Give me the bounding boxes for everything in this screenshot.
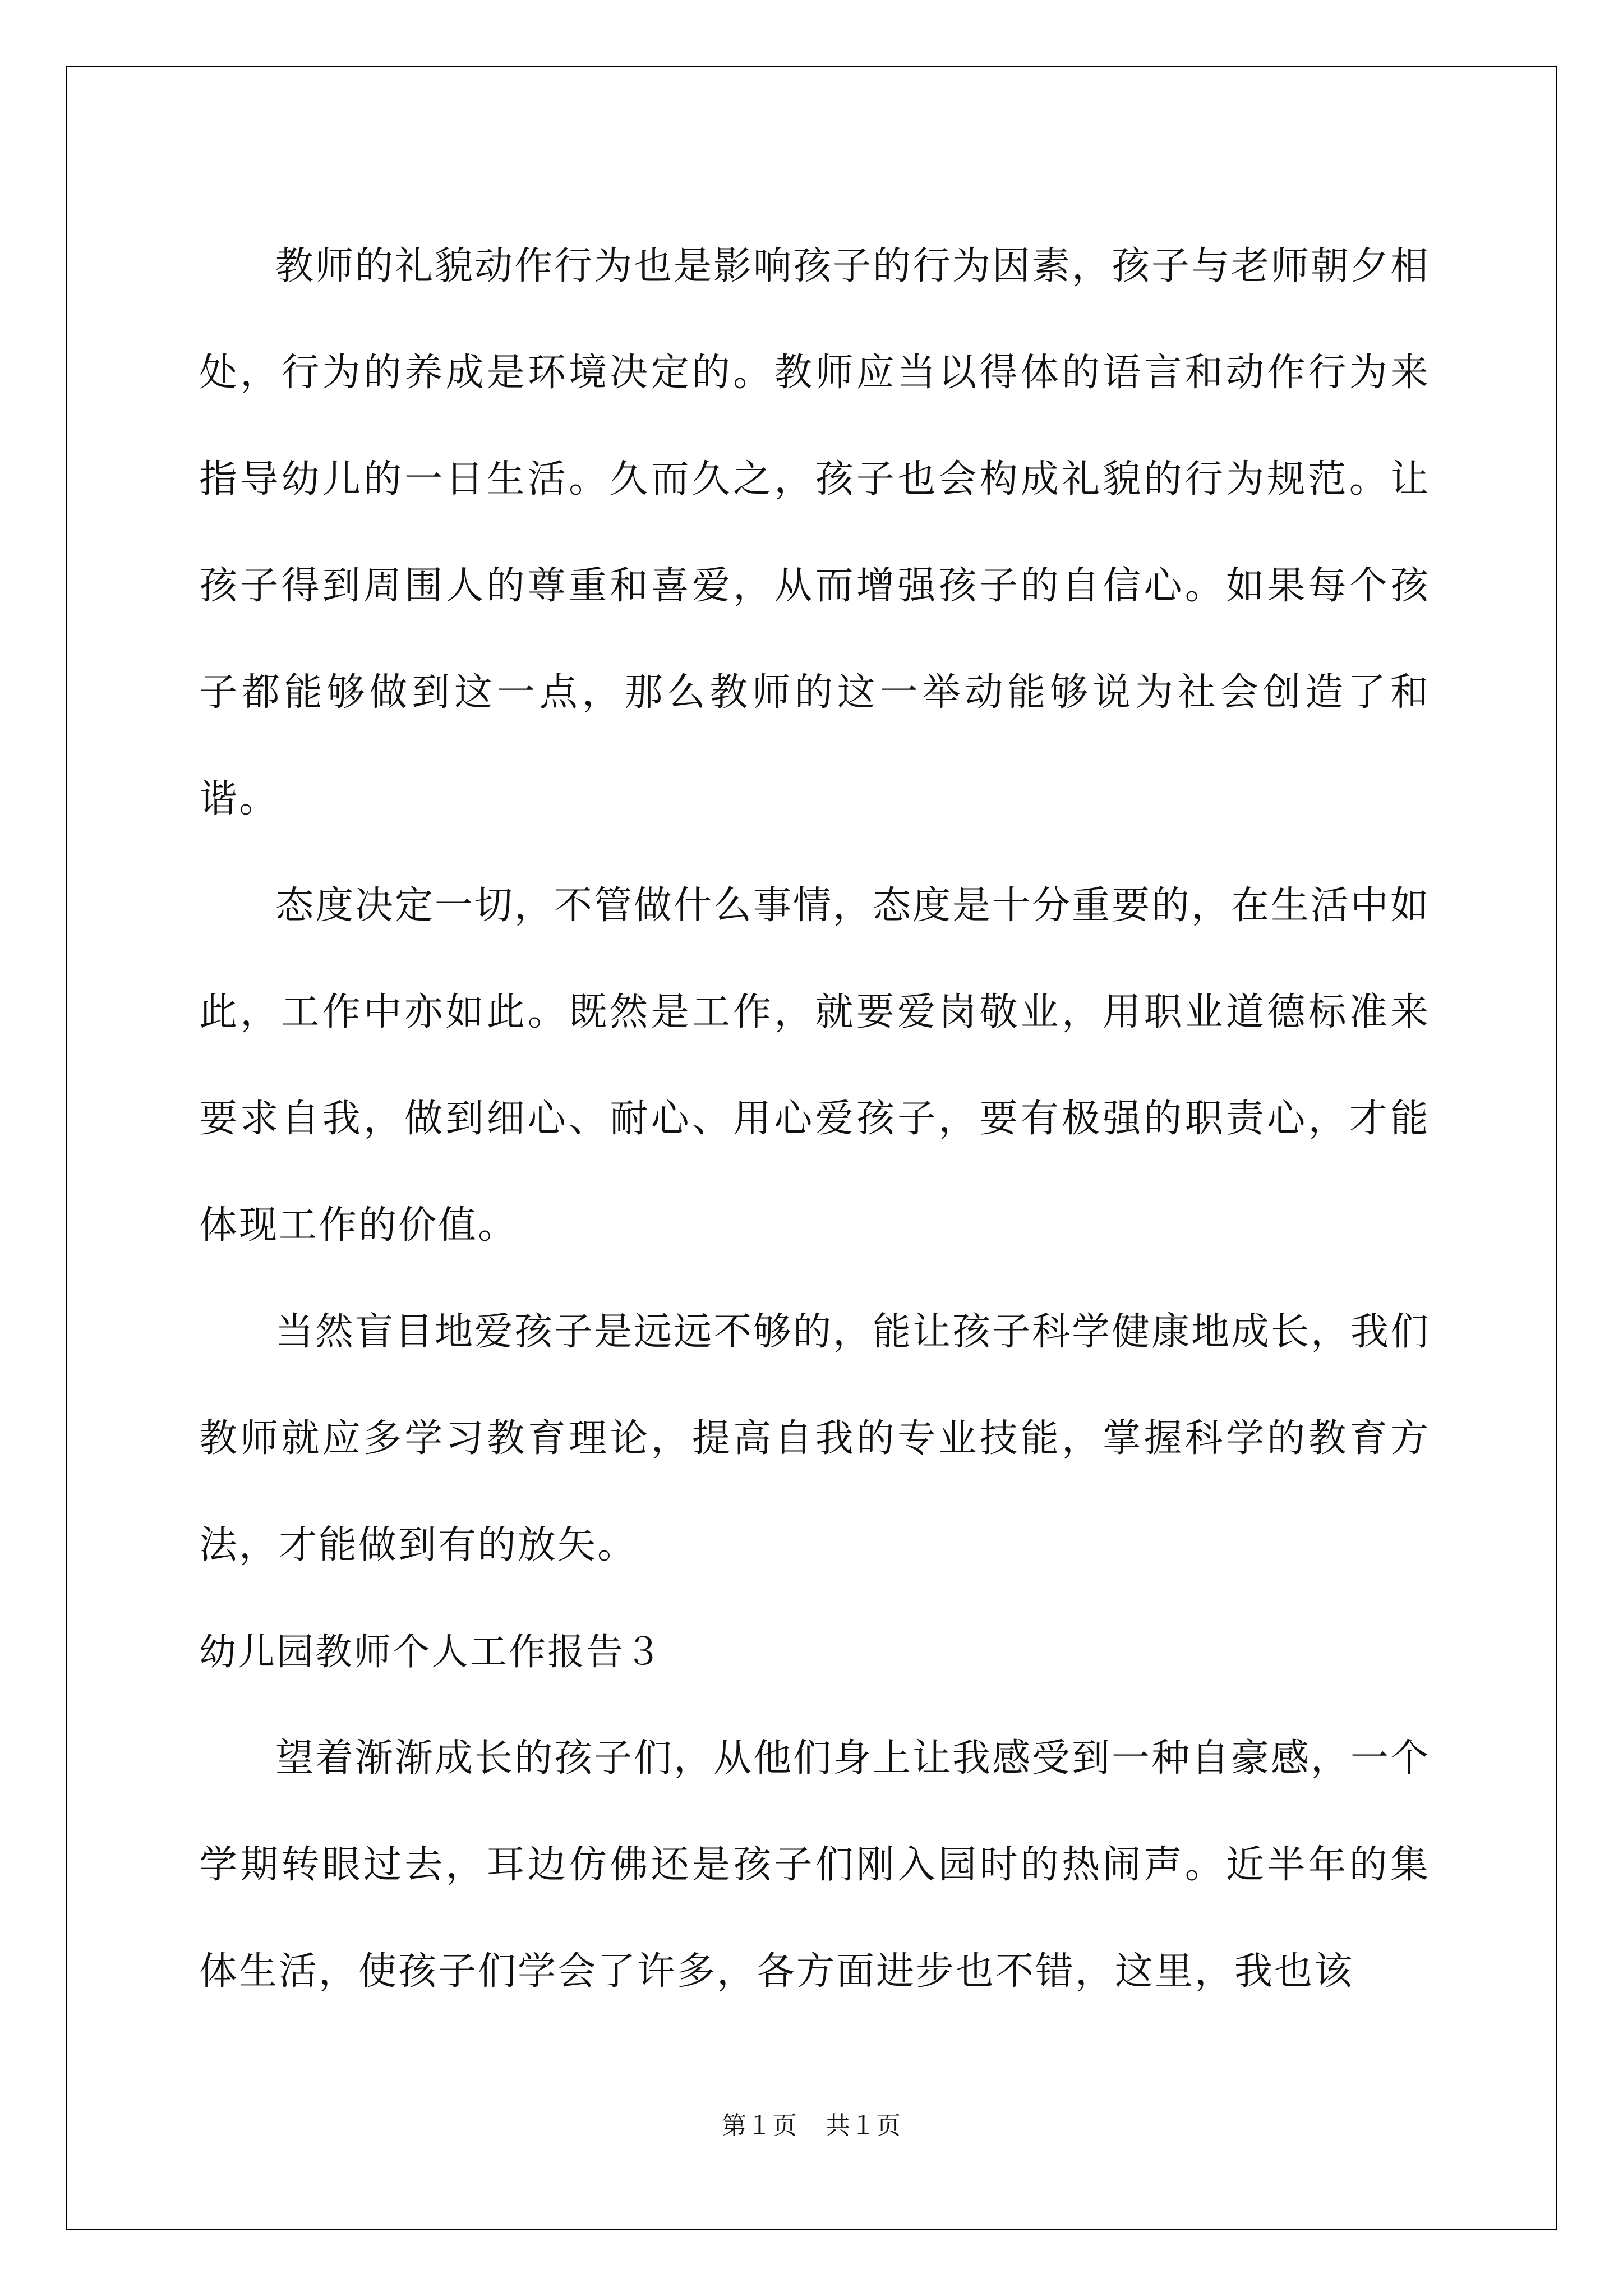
page-number: 第１页 [722, 2111, 797, 2140]
document-body [199, 213, 1430, 2025]
paragraph-4: 望着渐渐成长的孩子们，从他们身上让我感受到一种自豪感，一个学期转眼过去，耳边仿佛还是孩子们刚入园时的热闹声。近半年的集体生活，使孩子们学会了许多，各方面进步也不错，这里，我也该 [199, 1736, 1431, 1994]
section-heading: 幼儿园教师个人工作报告３ [199, 1630, 663, 1673]
page-total: 共１页 [826, 2111, 901, 2140]
paragraph-3: 当然盲目地爱孩子是远远不够的，能让孩子科学健康地成长，我们教师就应多学习教育理论，提高自我的专业技能，掌握科学的教育方法，才能做到有的放矢。 [199, 1310, 1431, 1567]
page-footer [0, 2109, 1623, 2143]
paragraph-2: 态度决定一切，不管做什么事情，态度是十分重要的，在生活中如此，工作中亦如此。既然是工作，就要爱岗敬业，用职业道德标准来要求自我，做到细心、耐心、用心爱孩子，要有极强的职责心，才能体现工作的价值。 [199, 884, 1431, 1248]
paragraph-1: 教师的礼貌动作行为也是影响孩子的行为因素，孩子与老师朝夕相处，行为的养成是环境决定的。教师应当以得体的语言和动作行为来指导幼儿的一日生活。久而久之，孩子也会构成礼貌的行为规范。让孩子得到周围人的尊重和喜爱，从而增强孩子的自信心。如果每个孩子都能够做到这一点，那么教师的这一举动能够说为社会创造了和谐。 [199, 244, 1431, 821]
